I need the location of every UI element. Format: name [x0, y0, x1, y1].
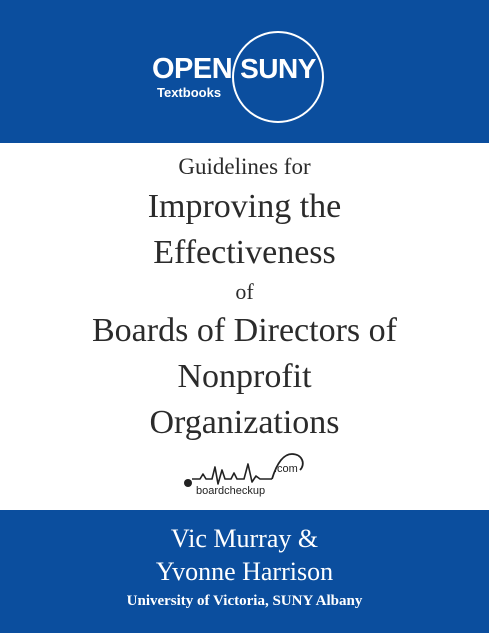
title-line-boards: Boards of Directors of [92, 312, 397, 349]
boardcheckup-logo [178, 446, 312, 498]
title-line-nonprofit: Nonprofit [177, 358, 312, 395]
title-line-effectiveness: Effectiveness [153, 234, 336, 271]
title-line-guidelines: Guidelines for [178, 154, 311, 179]
author-line-1: Vic Murray & [170, 524, 319, 553]
title-line-of: of [235, 279, 254, 304]
header-band [0, 0, 489, 143]
logo-boardcheckup-text: boardcheckup [196, 485, 266, 497]
title-line-improving: Improving the [147, 188, 342, 225]
logo-suny-text: SUNY [240, 53, 316, 84]
book-title [0, 150, 489, 446]
author-band [0, 510, 489, 633]
logo-dotcom-text: .com [274, 463, 298, 475]
title-line-organizations: Organizations [149, 404, 340, 441]
logo-open-text: OPEN [152, 53, 233, 85]
logo-textbooks-text: Textbooks [157, 85, 222, 100]
author-line-2: Yvonne Harrison [155, 557, 334, 586]
author-affiliation: University of Victoria, SUNY Albany [126, 593, 363, 609]
